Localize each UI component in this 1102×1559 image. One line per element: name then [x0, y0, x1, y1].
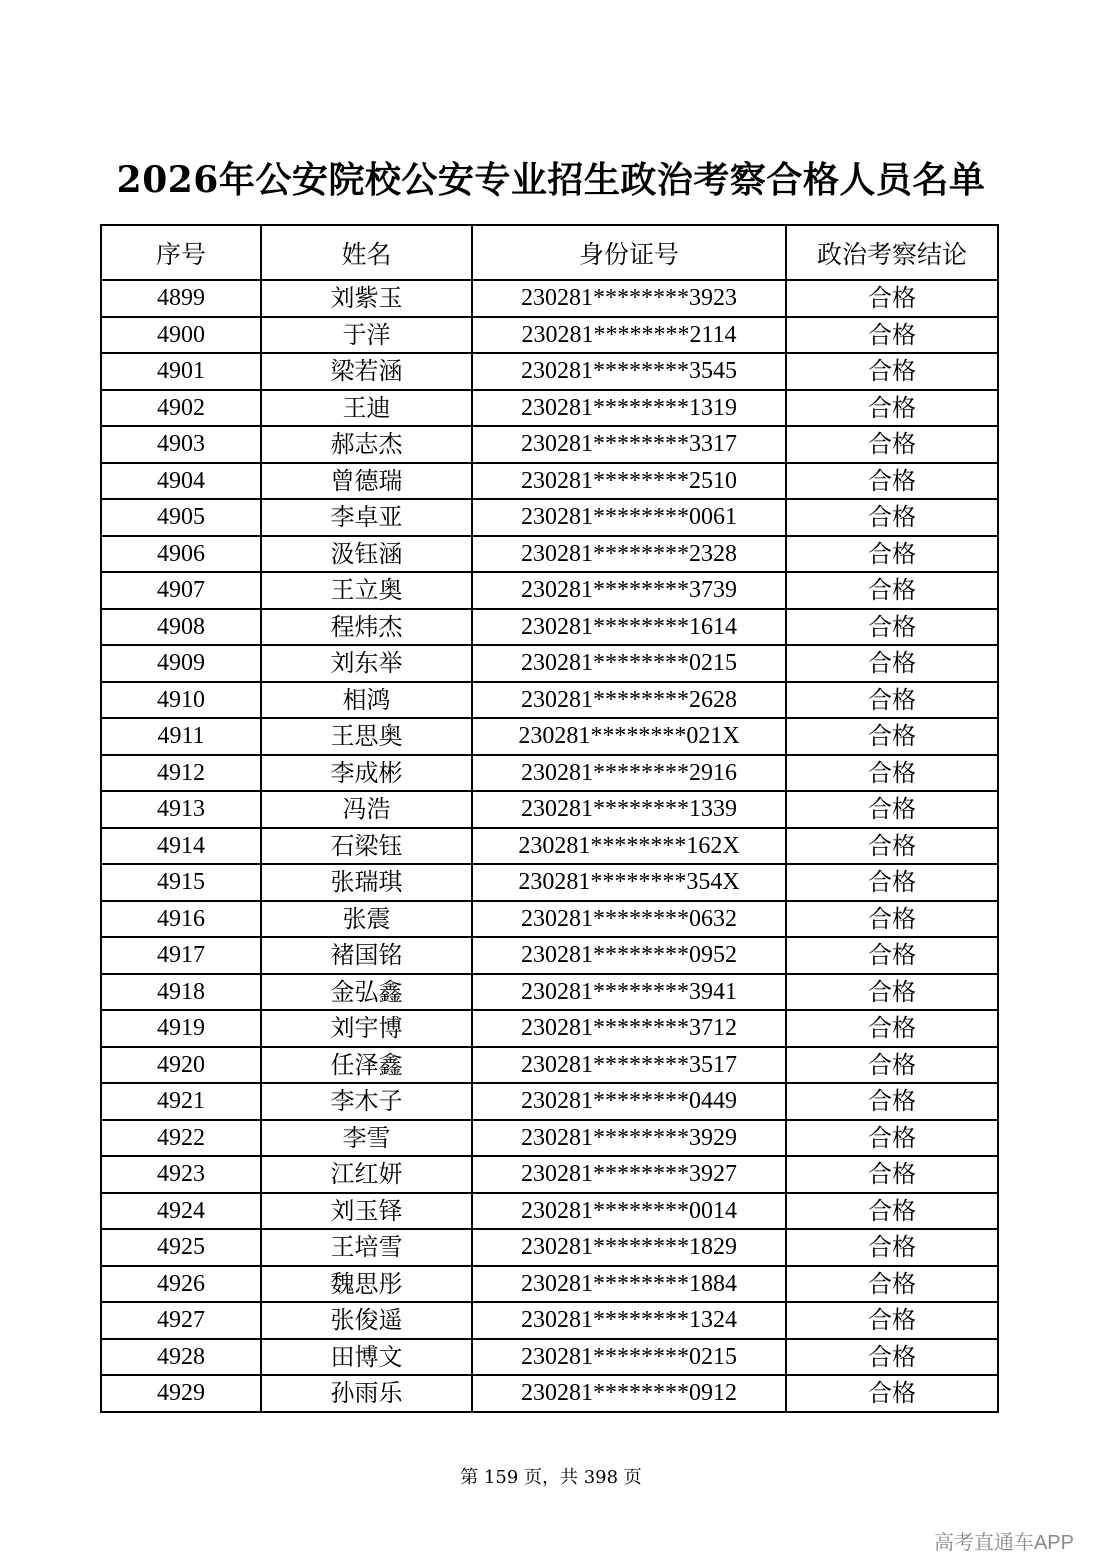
- cell-seq: 4904: [101, 463, 261, 500]
- table-row: [101, 1375, 998, 1412]
- cell-name: 张震: [261, 901, 472, 938]
- cell-seq: 4923: [101, 1156, 261, 1193]
- table-row: [101, 1156, 998, 1193]
- cell-conclusion: 合格: [786, 718, 998, 755]
- cell-name: 孙雨乐: [261, 1375, 472, 1412]
- cell-seq: 4910: [101, 682, 261, 719]
- table-row: [101, 280, 998, 317]
- cell-name: 魏思彤: [261, 1266, 472, 1303]
- table-row: [101, 426, 998, 463]
- cell-id-number: 230281********2628: [472, 682, 786, 719]
- cell-name: 江红妍: [261, 1156, 472, 1193]
- table-row: [101, 1302, 998, 1339]
- cell-id-number: 230281********0632: [472, 901, 786, 938]
- qualified-list-table: [100, 224, 999, 1413]
- cell-conclusion: 合格: [786, 426, 998, 463]
- table-row: [101, 1229, 998, 1266]
- cell-name: 李雪: [261, 1120, 472, 1157]
- cell-conclusion: 合格: [786, 937, 998, 974]
- cell-id-number: 230281********1324: [472, 1302, 786, 1339]
- cell-conclusion: 合格: [786, 755, 998, 792]
- cell-conclusion: 合格: [786, 463, 998, 500]
- table-row: [101, 1339, 998, 1376]
- table-row: [101, 645, 998, 682]
- cell-conclusion: 合格: [786, 353, 998, 390]
- cell-name: 田博文: [261, 1339, 472, 1376]
- table-row: [101, 463, 998, 500]
- cell-seq: 4916: [101, 901, 261, 938]
- header-conclusion: 政治考察结论: [786, 225, 998, 280]
- cell-id-number: 230281********2510: [472, 463, 786, 500]
- cell-id-number: 230281********0449: [472, 1083, 786, 1120]
- cell-id-number: 230281********3517: [472, 1047, 786, 1084]
- cell-name: 刘玉铎: [261, 1193, 472, 1230]
- cell-name: 刘东举: [261, 645, 472, 682]
- cell-seq: 4918: [101, 974, 261, 1011]
- cell-seq: 4928: [101, 1339, 261, 1376]
- cell-id-number: 230281********1884: [472, 1266, 786, 1303]
- cell-name: 张俊遥: [261, 1302, 472, 1339]
- cell-name: 石梁钰: [261, 828, 472, 865]
- cell-name: 梁若涵: [261, 353, 472, 390]
- cell-seq: 4919: [101, 1010, 261, 1047]
- cell-name: 李卓亚: [261, 499, 472, 536]
- cell-conclusion: 合格: [786, 499, 998, 536]
- cell-name: 李木子: [261, 1083, 472, 1120]
- cell-seq: 4905: [101, 499, 261, 536]
- cell-seq: 4911: [101, 718, 261, 755]
- cell-name: 任泽鑫: [261, 1047, 472, 1084]
- cell-conclusion: 合格: [786, 1120, 998, 1157]
- cell-name: 张瑞琪: [261, 864, 472, 901]
- cell-conclusion: 合格: [786, 901, 998, 938]
- table-row: [101, 864, 998, 901]
- cell-name: 刘紫玉: [261, 280, 472, 317]
- cell-seq: 4926: [101, 1266, 261, 1303]
- cell-id-number: 230281********1339: [472, 791, 786, 828]
- table-row: [101, 755, 998, 792]
- table-row: [101, 317, 998, 354]
- cell-name: 褚国铭: [261, 937, 472, 974]
- cell-id-number: 230281********1829: [472, 1229, 786, 1266]
- cell-seq: 4929: [101, 1375, 261, 1412]
- cell-seq: 4913: [101, 791, 261, 828]
- table-row: [101, 536, 998, 573]
- cell-seq: 4902: [101, 390, 261, 427]
- cell-name: 曾德瑞: [261, 463, 472, 500]
- cell-id-number: 230281********354X: [472, 864, 786, 901]
- cell-id-number: 230281********0912: [472, 1375, 786, 1412]
- table-row: [101, 791, 998, 828]
- cell-conclusion: 合格: [786, 609, 998, 646]
- cell-seq: 4906: [101, 536, 261, 573]
- cell-conclusion: 合格: [786, 1047, 998, 1084]
- table-row: [101, 1047, 998, 1084]
- cell-id-number: 230281********0215: [472, 1339, 786, 1376]
- table-row: [101, 937, 998, 974]
- cell-conclusion: 合格: [786, 1193, 998, 1230]
- header-name: 姓名: [261, 225, 472, 280]
- cell-seq: 4917: [101, 937, 261, 974]
- cell-conclusion: 合格: [786, 280, 998, 317]
- cell-conclusion: 合格: [786, 1010, 998, 1047]
- cell-conclusion: 合格: [786, 1302, 998, 1339]
- cell-id-number: 230281********162X: [472, 828, 786, 865]
- table-row: [101, 901, 998, 938]
- cell-id-number: 230281********3923: [472, 280, 786, 317]
- cell-conclusion: 合格: [786, 1156, 998, 1193]
- cell-name: 王思奥: [261, 718, 472, 755]
- cell-seq: 4927: [101, 1302, 261, 1339]
- cell-id-number: 230281********2114: [472, 317, 786, 354]
- cell-conclusion: 合格: [786, 1083, 998, 1120]
- page-title: 2026年公安院校公安专业招生政治考察合格人员名单: [116, 159, 986, 201]
- cell-id-number: 230281********1614: [472, 609, 786, 646]
- cell-conclusion: 合格: [786, 1266, 998, 1303]
- cell-conclusion: 合格: [786, 682, 998, 719]
- table-row: [101, 1010, 998, 1047]
- cell-name: 郝志杰: [261, 426, 472, 463]
- cell-conclusion: 合格: [786, 390, 998, 427]
- cell-name: 王立奥: [261, 572, 472, 609]
- cell-name: 王培雪: [261, 1229, 472, 1266]
- app-watermark: 高考直通车APP: [933, 1532, 1074, 1554]
- cell-seq: 4921: [101, 1083, 261, 1120]
- cell-seq: 4912: [101, 755, 261, 792]
- cell-name: 李成彬: [261, 755, 472, 792]
- page-footer: 第 159 页，共 398 页: [460, 1467, 642, 1488]
- cell-name: 汲钰涵: [261, 536, 472, 573]
- cell-name: 于洋: [261, 317, 472, 354]
- table-row: [101, 682, 998, 719]
- cell-name: 冯浩: [261, 791, 472, 828]
- cell-id-number: 230281********3712: [472, 1010, 786, 1047]
- table-body: [101, 280, 998, 1412]
- cell-conclusion: 合格: [786, 536, 998, 573]
- cell-seq: 4908: [101, 609, 261, 646]
- cell-id-number: 230281********3317: [472, 426, 786, 463]
- cell-seq: 4920: [101, 1047, 261, 1084]
- table-row: [101, 1193, 998, 1230]
- cell-seq: 4914: [101, 828, 261, 865]
- table-header-row: [101, 225, 998, 280]
- cell-name: 刘宇博: [261, 1010, 472, 1047]
- cell-id-number: 230281********3929: [472, 1120, 786, 1157]
- cell-name: 金弘鑫: [261, 974, 472, 1011]
- cell-id-number: 230281********2916: [472, 755, 786, 792]
- cell-id-number: 230281********0061: [472, 499, 786, 536]
- table-row: [101, 353, 998, 390]
- table-row: [101, 499, 998, 536]
- cell-id-number: 230281********3941: [472, 974, 786, 1011]
- cell-seq: 4909: [101, 645, 261, 682]
- cell-conclusion: 合格: [786, 317, 998, 354]
- cell-seq: 4901: [101, 353, 261, 390]
- table-row: [101, 1266, 998, 1303]
- cell-id-number: 230281********0952: [472, 937, 786, 974]
- cell-conclusion: 合格: [786, 572, 998, 609]
- cell-id-number: 230281********3927: [472, 1156, 786, 1193]
- table-row: [101, 1083, 998, 1120]
- cell-seq: 4922: [101, 1120, 261, 1157]
- table-row: [101, 1120, 998, 1157]
- table-row: [101, 718, 998, 755]
- cell-seq: 4903: [101, 426, 261, 463]
- cell-seq: 4900: [101, 317, 261, 354]
- cell-conclusion: 合格: [786, 974, 998, 1011]
- cell-conclusion: 合格: [786, 645, 998, 682]
- cell-name: 相鸿: [261, 682, 472, 719]
- cell-id-number: 230281********0215: [472, 645, 786, 682]
- cell-seq: 4899: [101, 280, 261, 317]
- cell-id-number: 230281********3545: [472, 353, 786, 390]
- cell-seq: 4907: [101, 572, 261, 609]
- cell-conclusion: 合格: [786, 1339, 998, 1376]
- cell-seq: 4915: [101, 864, 261, 901]
- cell-name: 程炜杰: [261, 609, 472, 646]
- header-id-number: 身份证号: [472, 225, 786, 280]
- cell-id-number: 230281********021X: [472, 718, 786, 755]
- header-seq: 序号: [101, 225, 261, 280]
- cell-id-number: 230281********3739: [472, 572, 786, 609]
- cell-conclusion: 合格: [786, 864, 998, 901]
- table-row: [101, 390, 998, 427]
- table-row: [101, 974, 998, 1011]
- cell-seq: 4924: [101, 1193, 261, 1230]
- table-row: [101, 609, 998, 646]
- cell-seq: 4925: [101, 1229, 261, 1266]
- table-row: [101, 828, 998, 865]
- table-row: [101, 572, 998, 609]
- cell-name: 王迪: [261, 390, 472, 427]
- cell-conclusion: 合格: [786, 828, 998, 865]
- cell-id-number: 230281********1319: [472, 390, 786, 427]
- cell-conclusion: 合格: [786, 791, 998, 828]
- cell-conclusion: 合格: [786, 1229, 998, 1266]
- cell-id-number: 230281********0014: [472, 1193, 786, 1230]
- cell-id-number: 230281********2328: [472, 536, 786, 573]
- cell-conclusion: 合格: [786, 1375, 998, 1412]
